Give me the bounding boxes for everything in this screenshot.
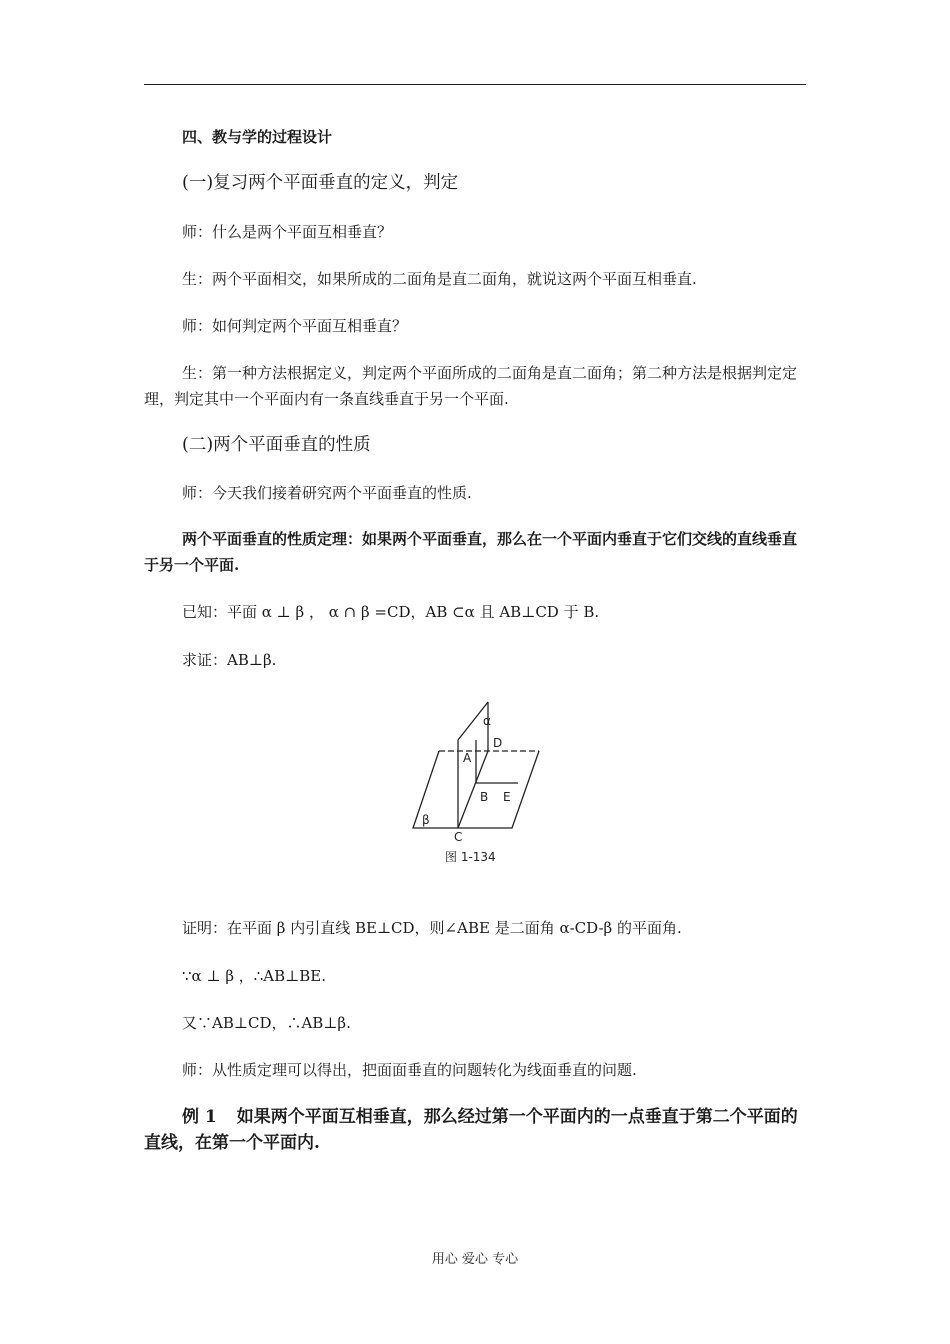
example-1 xyxy=(144,1104,806,1156)
section-title: 四、教与学的过程设计 xyxy=(182,128,333,146)
label-a: A xyxy=(463,751,472,765)
proof-line-1: 证明：在平面 β 内引直线 BE⊥CD，则∠ABE 是二面角 α-CD-β 的平面角. xyxy=(182,919,682,937)
proof-line-2: ∵α ⊥ β ，∴AB⊥BE. xyxy=(182,967,327,985)
example-number: 例 1 xyxy=(182,1107,217,1127)
proof-line-3: 又∵AB⊥CD，∴AB⊥β. xyxy=(182,1014,351,1032)
label-c: C xyxy=(454,830,463,844)
label-alpha: α xyxy=(483,714,491,728)
label-d: D xyxy=(493,736,503,750)
page-footer: 用心 爱心 专心 xyxy=(431,1252,519,1267)
question-1: 师：什么是两个平面互相垂直？ xyxy=(182,223,393,241)
label-b: B xyxy=(480,790,489,804)
question-2: 师：如何判定两个平面互相垂直？ xyxy=(182,317,408,335)
header-rule xyxy=(144,84,806,85)
answer-1: 生：两个平面相交，如果所成的二面角是直二面角，就说这两个平面互相垂直. xyxy=(182,270,697,288)
answer-2: 生：第一种方法根据定义，判定两个平面所成的二面角是直二面角；第二种方法是根据判定定理，判定其中一个平面内有一条直线垂直于另一个平面. xyxy=(144,364,798,408)
label-e: E xyxy=(503,790,511,804)
teacher-summary: 师：从性质定理可以得出，把面面垂直的问题转化为线面垂直的问题. xyxy=(182,1061,637,1079)
teacher-intro: 师：今天我们接着研究两个平面垂直的性质. xyxy=(182,484,472,502)
part1-heading: (一)复习两个平面垂直的定义，判定 xyxy=(182,173,459,193)
figure-1-134 xyxy=(408,700,548,870)
figure-caption: 图 1-134 xyxy=(445,850,496,864)
label-beta: β xyxy=(422,813,430,827)
prove-statement: 求证：AB⊥β. xyxy=(182,651,277,669)
part2-heading: (二)两个平面垂直的性质 xyxy=(182,435,371,455)
example-text: 如果两个平面互相垂直，那么经过第一个平面内的一点垂直于第二个平面的直线，在第一个平面内. xyxy=(144,1107,798,1153)
given-statement: 已知：平面 α ⊥ β ， α ∩ β =CD，AB ⊂α 且 AB⊥CD 于 B. xyxy=(182,603,600,621)
theorem-statement: 两个平面垂直的性质定理：如果两个平面垂直，那么在一个平面内垂直于它们交线的直线垂直于另一个平面. xyxy=(144,530,798,574)
